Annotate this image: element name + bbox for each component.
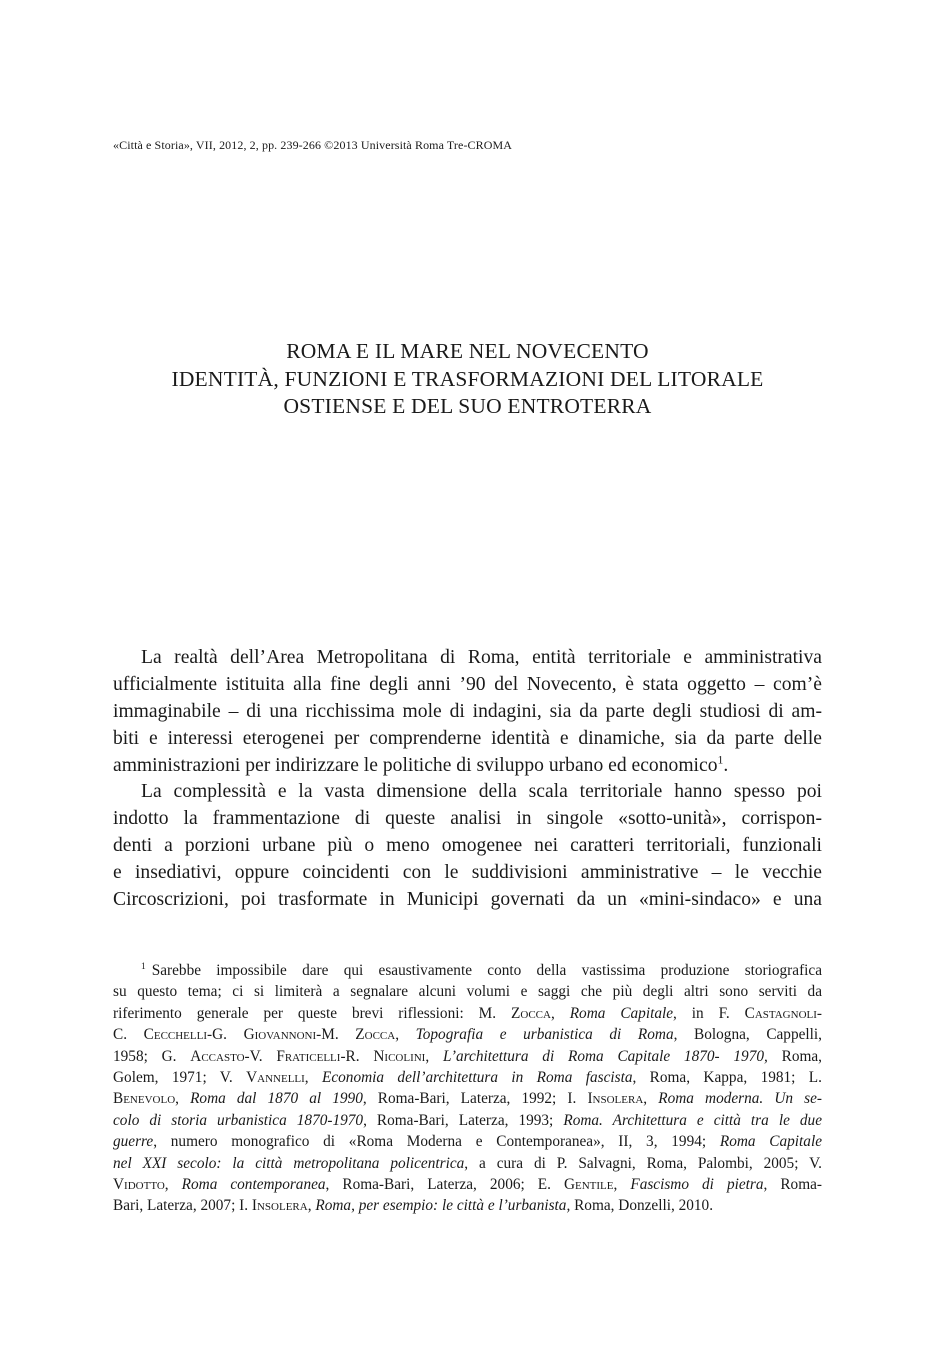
book-title: Roma contemporanea: [181, 1175, 326, 1193]
footnote-line: [113, 1153, 822, 1174]
author-name: Insolera: [251, 1197, 308, 1215]
footnote-text: Roma, Donzelli, 2010.: [570, 1197, 714, 1215]
footnote-line: [113, 1067, 822, 1088]
paragraph-2-line: Circoscrizioni, poi trasformate in Municipi governati da un «mini-sindaco» e una: [113, 889, 822, 911]
author-name: Accasto: [190, 1047, 245, 1065]
book-title: Roma moderna. Un se-: [658, 1090, 822, 1108]
paragraph-2-line: indotto la frammentazione di queste analisi in singole «sotto-unità», corrispon-: [113, 808, 822, 830]
author-name: Castagnoli-: [744, 1004, 822, 1022]
author-name: Benevolo: [113, 1090, 176, 1108]
footnote-text: C.: [113, 1026, 144, 1044]
footnote-text: -V.: [244, 1047, 277, 1065]
footnote-line: [113, 1024, 822, 1045]
footnote-line: [113, 960, 822, 981]
footnote-reference[interactable]: 1: [717, 753, 724, 767]
journal-header: «Città e Storia», VII, 2012, 2, pp. 239-266 ©2013 Università Roma Tre-CROMA: [113, 138, 513, 152]
footnote-text: ,: [164, 1175, 182, 1193]
author-name: Vidotto: [113, 1175, 165, 1193]
paragraph-1-line: ufficialmente istituita alla fine degli anni ’90 del Novecento, è stata oggetto – com’è: [113, 673, 822, 695]
author-name: Giovannoni: [243, 1026, 317, 1044]
article-title: [100, 338, 835, 421]
footnote-text: ,: [643, 1090, 659, 1108]
footnote-text: , numero monografico di «Roma Moderna e Contemporanea», II, 3, 1994;: [153, 1133, 720, 1151]
paragraph-1-line: biti e interessi eterogenei per comprenderne identità e dinamiche, sia da parte delle: [113, 727, 822, 749]
book-title: guerre: [113, 1133, 154, 1151]
footnote-line: [113, 1110, 822, 1131]
author-name: Fraticelli: [276, 1047, 341, 1065]
footnote-text: ,: [613, 1175, 631, 1193]
footnote-text: -M.: [316, 1026, 356, 1044]
footnote-text: ,: [395, 1026, 416, 1044]
footnote-text: -G.: [207, 1026, 244, 1044]
book-title: Roma dal 1870 al 1990: [190, 1090, 363, 1108]
footnote-text: , in F.: [673, 1004, 745, 1022]
footnote-number: 1: [141, 961, 146, 972]
title-line-2: IDENTITÀ, FUNZIONI E TRASFORMAZIONI DEL LITORALE: [171, 366, 764, 391]
paragraph-1-line: amministrazioni per indirizzare le politiche di sviluppo urbano ed economico: [113, 754, 718, 776]
footnote-line: [113, 1131, 822, 1152]
footnote-text: , Bologna, Cappelli,: [673, 1026, 822, 1044]
author-name: Insolera: [587, 1090, 644, 1108]
paragraph-1-line: immaginabile – di una ricchissima mole di indagini, sia da parte degli studiosi di am-: [113, 700, 822, 722]
footnote-line: [113, 1046, 822, 1067]
footnote-text: Bari, Laterza, 2007; I.: [113, 1197, 252, 1215]
paragraph-1-period: .: [723, 754, 729, 776]
book-title: Roma Capitale: [719, 1133, 822, 1151]
title-line-1: ROMA E IL MARE NEL NOVECENTO: [286, 339, 649, 363]
footnote-line: [113, 1195, 822, 1216]
title-line-3: OSTIENSE E DEL SUO ENTROTERRA: [283, 394, 652, 418]
book-title: Fascismo di pietra: [630, 1175, 764, 1193]
author-name: Cecchelli: [143, 1026, 208, 1044]
footnote-text: , Roma-Bari, Laterza, 1993;: [363, 1111, 564, 1129]
book-title: colo di storia urbanistica 1870-1970: [113, 1111, 364, 1129]
footnote-text: 1958; G.: [113, 1047, 191, 1065]
book-title: Roma. Architettura e città tra le due: [563, 1111, 822, 1129]
footnote-line: [113, 1174, 822, 1195]
footnote-line: [113, 1003, 822, 1024]
book-title: Roma Capitale: [569, 1004, 674, 1022]
author-name: Gentile: [563, 1175, 614, 1193]
book-title: L’architettura di Roma Capitale 1870- 1970,: [442, 1047, 768, 1065]
paragraph-2-line: La complessità e la vasta dimensione della scala territoriale hanno spesso poi: [141, 781, 822, 803]
footnote-text: ,: [550, 1004, 570, 1022]
footnote-line: su questo tema; ci si limiterà a segnalare alcuni volumi e saggi che più degli altri sono serviti da: [113, 983, 822, 1001]
paragraph-1-line: La realtà dell’Area Metropolitana di Roma, entità territoriale e amministrativa: [141, 647, 822, 668]
author-name: Nicolini: [373, 1047, 426, 1065]
book-title: Topografia e urbanistica di Roma: [415, 1026, 674, 1044]
author-name: Vannelli: [246, 1068, 305, 1086]
footnote-text: riferimento generale per queste brevi riflessioni: M.: [113, 1004, 512, 1022]
footnote-text: -R.: [340, 1047, 374, 1065]
footnote-text: Sarebbe impossibile dare qui esaustivamente conto della vastissima produzione storiografica: [151, 962, 822, 979]
book-title: nel XXI secolo: la città metropolitana policentrica: [113, 1154, 465, 1172]
book-title: Economia dell’architettura in Roma fascista: [322, 1068, 633, 1086]
paragraph-2-line: denti a porzioni urbane più o meno omogenee nei caratteri territoriali, funzionali: [113, 835, 822, 857]
footnote-1: [113, 960, 822, 1217]
footnote-text: ,: [307, 1197, 316, 1215]
paragraph-2-line: e insediativi, oppure coincidenti con le suddivisioni amministrative – le vecchie: [113, 862, 822, 884]
footnote-text: ,: [304, 1068, 323, 1086]
footnote-text: , Roma-Bari, Laterza, 1992; I.: [362, 1090, 588, 1108]
footnote-line: [113, 1088, 822, 1109]
footnote-text: ,: [175, 1090, 191, 1108]
footnote-text: ,: [425, 1047, 443, 1065]
footnote-text: , Roma-Bari, Laterza, 2006; E.: [325, 1175, 564, 1193]
footnote-text: , a cura di P. Salvagni, Roma, Palombi, 2005; V.: [464, 1154, 822, 1172]
paragraph-1-last-line: [113, 753, 822, 780]
footnote-text: Roma,: [767, 1047, 822, 1065]
footnote-text: , Roma-: [763, 1175, 822, 1193]
footnote-text: Golem, 1971; V.: [113, 1068, 247, 1086]
footnote-text: , Roma, Kappa, 1981; L.: [632, 1068, 822, 1086]
book-title: Roma, per esempio: le città e l’urbanista,: [315, 1197, 571, 1215]
body-text: [113, 645, 822, 914]
author-name: Zocca: [355, 1026, 396, 1044]
author-name: Zocca: [511, 1004, 551, 1022]
